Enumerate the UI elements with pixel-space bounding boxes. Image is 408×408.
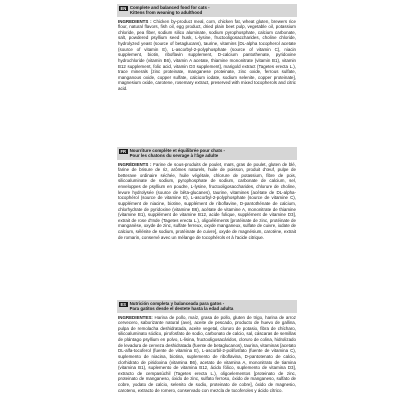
spanish-title-line1: Nutrición completa y balanceada para gatos - (129, 301, 225, 306)
french-title (130, 148, 225, 159)
spanish-header (117, 300, 297, 313)
french-ingredients-label: INGRÉDIENTS : (118, 161, 152, 167)
english-section (117, 4, 297, 92)
english-title (130, 5, 210, 16)
language-badge-es: ES (120, 301, 127, 307)
spanish-title-line2: Para gatitos desde el destete hasta la edad adulta (129, 306, 234, 312)
spanish-title (130, 301, 234, 312)
language-badge-en: EN (120, 5, 127, 11)
language-badge-fr: FR (120, 148, 127, 154)
french-title-line2: Pour les chatons du sevrage à l'âge adulte (129, 153, 219, 159)
spanish-ingredients-text: Harina de pollo, maíz, grasa de pollo, gluten de trigo, harina de arroz cervecero, saborizante natural (ave), aceite de pescado, producto de huevo de gallina, pulpa de remolacha deshidratada, aceite vegetal, cloruro de potasio, fibra de chícharo, silicoaluminato sódico, pirofosfato de sodio, carbonato de calcio, sal, cáscaras de semillas de plántago psyllium en polvo, L-lisina, fructooligosacáridos, cloruro de colina, hidrolizado de levadura de cerveza deshidratada (fuente de betaglucanos), taurina, vitaminas [acetato DL-alfa-tocoferol (fuente de vitamina E), L-ascorbil-2-polifosfato (fuente de vitamina C), suplemento de niacina, biotina, suplemento de riboflavina, D-pantotenato de calcio, clorhidrato de piridoxina (vitamina B6), acetato de vitamina A, mononitrato de tiamina (vitamina B1), suplemento de vitamina B12, ácido fólico, suplemento de vitamina D3], extracto de cempasúchil (Tagetes erecta L.), oligoelementos [proteinato de zinc, proteinato de manganeso, óxido de zinc, sulfato ferroso, óxido de manganeso, sulfato de cobre, yodato de calcio, selenito de sodio, proteinato de cobre], óxido de magnesio, caroteno, extracto de romero, conservado con mezcla de tocoferoles y ácido cítrico. (118, 314, 296, 393)
french-section (117, 147, 297, 240)
english-title-line1: Complete and balanced food for cats - (129, 5, 210, 10)
french-title-line1: Nourriture complète et équilibrée pour chats - (129, 148, 225, 153)
english-title-line2: Kittens from weaning to adulthood (129, 10, 203, 16)
spanish-ingredients-label: INGREDIENTES: (118, 314, 153, 320)
spanish-section (117, 300, 297, 393)
french-ingredients-text: Farine de sous-produits de poulet, maïs, gras de poulet, gluten de blé, farine de brisure de riz, arômes naturels, huile de poisson, produit d'œuf, pulpe de betterave ordinaire séchée, huile végétale, chlorure de potassium, fibre de pois, silicoaluminate de sodium, pyrophosphate de sodium, carbonate de calcium, sel, enveloppes de psyllium en poudre, L-lysine, fructooligosaccharides, chlorure de choline, levure hydrolysée (source de bêta-glucanes), taurine, vitamines [acétate de DL-alpha-tocophérol (source de vitamine E), L-ascorbyl-2-polyphosphate (source de vitamine C), supplément de niacine, biotine, supplément de riboflavine, D-pantothénate de calcium, chlorhydrate de pyridoxine (vitamine B6), acétate de vitamine A, mononitrate de thiamine (vitamine B1), supplément de vitamine B12, acide folique, supplément de vitamine D3], extrait de rose d'Inde (Tagetes erecta L.), oligoéléments [protéinate de zinc, protéinate de manganèse, oxyde de zinc, sulfate ferreux, oxyde manganeux, sulfate de cuivre, iodate de calcium, sélénite de sodium, protéinate de cuivre], oxyde de magnésium, carotène, extrait de romarin, conservé avec un mélange de tocophérols et à l'acide citrique. (118, 161, 296, 240)
french-ingredients (117, 160, 297, 241)
spanish-ingredients (117, 313, 297, 394)
english-ingredients (117, 17, 297, 92)
french-header (117, 147, 297, 160)
english-ingredients-label: INGREDIENTS : (118, 18, 152, 24)
ingredient-label-sheet (117, 4, 297, 406)
english-ingredients-text: Chicken by-product meal, corn, chicken fat, wheat gluten, brewers rice flour, natural flavors, fish oil, egg product, dried plain beet pulp, vegetable oil, potassium chloride, pea fiber, sodium silico aluminate, sodium pyrophosphate, calcium carbonate, salt, powdered psyllium seed husk, L-lysine, fructooligosaccharides, choline chloride, hydrolyzed yeast (source of betaglucans), taurine, vitamins [DL-alpha tocopherol acetate (source of vitamin E), L-ascorbyl-2-polyphosphate (source of vitamin C), niacin supplement, biotin, riboflavin supplement, D-calcium pantothenate, pyridoxine hydrochloride (vitamin B6), vitamin A acetate, thiamine mononitrate (vitamin B1), vitamin B12 supplement, folic acid, vitamin D3 supplement], marigold extract (Tagetes erecta L.), trace minerals [zinc proteinate, manganese proteinate, zinc oxide, ferrous sulfate, manganous oxide, copper sulfate, calcium iodate, sodium selenite, copper proteinate], magnesium oxide, carotene, rosemary extract, preserved with mixed tocopherols and citric acid. (118, 18, 296, 92)
english-header (117, 4, 297, 17)
